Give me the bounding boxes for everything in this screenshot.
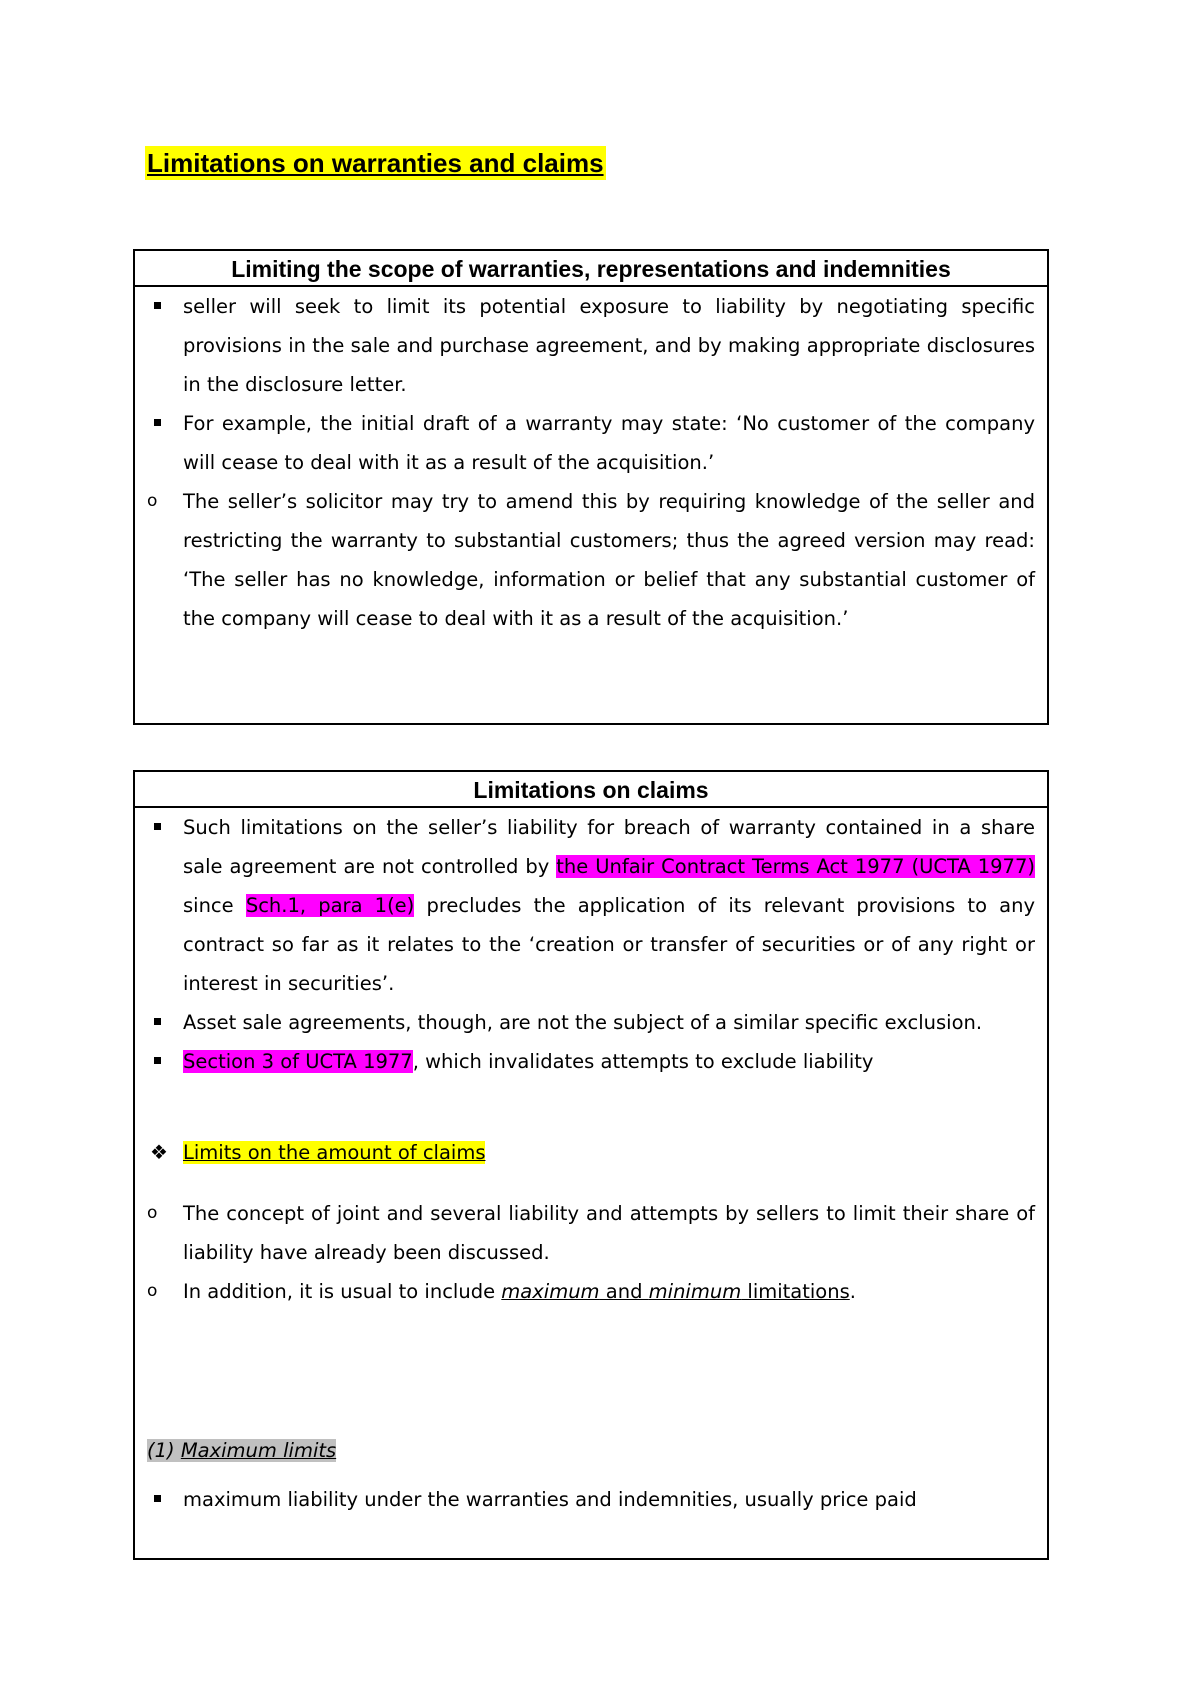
scope-limits-heading: Limiting the scope of warranties, representations and indemnities: [135, 251, 1047, 287]
list-item: o In addition, it is usual to include maximum and minimum limitations.: [135, 1272, 1047, 1311]
highlighted-reference: Sch.1, para 1(e): [245, 894, 415, 917]
list-item: For example, the initial draft of a warranty may state: ‘No customer of the company will cease to deal with it as a result of the acquisition.’: [183, 412, 1035, 474]
circle-bullet-icon: o: [147, 1203, 158, 1223]
highlighted-reference: Section 3 of UCTA 1977: [183, 1050, 413, 1073]
claims-limits-heading: Limitations on claims: [135, 772, 1047, 808]
list-item: o The concept of joint and several liability and attempts by sellers to limit their share of liability have already been discussed.: [135, 1194, 1047, 1272]
list-item: maximum liability under the warranties and indemnities, usually price paid: [183, 1488, 917, 1511]
circle-bullet-icon: o: [147, 1281, 158, 1301]
list-item: Such limitations on the seller’s liability for breach of warranty contained in a share sale agreement are not controlled by the Unfair Contract Terms Act 1977 (UCTA 1977) since Sch.1, para 1(e) precludes the application of its relevant provisions to any contract so far as it relates to the ‘creation or transfer of securities or of any right or interest in securities’.: [183, 816, 1036, 995]
list-item: seller will seek to limit its potential exposure to liability by negotiating specific provisions in the sale and purchase agreement, and by making appropriate disclosures in the disclosure letter.: [183, 295, 1035, 396]
list-item: Section 3 of UCTA 1977, which invalidates attempts to exclude liability: [183, 1050, 874, 1073]
maximum-limits-heading: (1) Maximum limits: [147, 1439, 337, 1462]
highlighted-reference: the Unfair Contract Terms Act 1977 (UCTA 1977): [556, 855, 1035, 878]
page-title: Limitations on warranties and claims: [147, 148, 604, 178]
diamond-bullet-icon: ❖: [150, 1140, 168, 1164]
scope-limits-box: [133, 249, 1049, 725]
list-item: Asset sale agreements, though, are not the subject of a similar specific exclusion.: [183, 1011, 983, 1034]
claims-limits-box: [133, 770, 1049, 1560]
list-item: o The seller’s solicitor may try to amend this by requiring knowledge of the seller and restricting the warranty to substantial customers; thus the agreed version may read: ‘The seller has no knowledge, information or belief that any substantial customer of the company will cease to deal with it as a result of the acquisition.’: [135, 482, 1047, 638]
circle-bullet-icon: o: [147, 491, 158, 511]
amount-limits-subheading: ❖ Limits on the amount of claims: [135, 1133, 1047, 1172]
